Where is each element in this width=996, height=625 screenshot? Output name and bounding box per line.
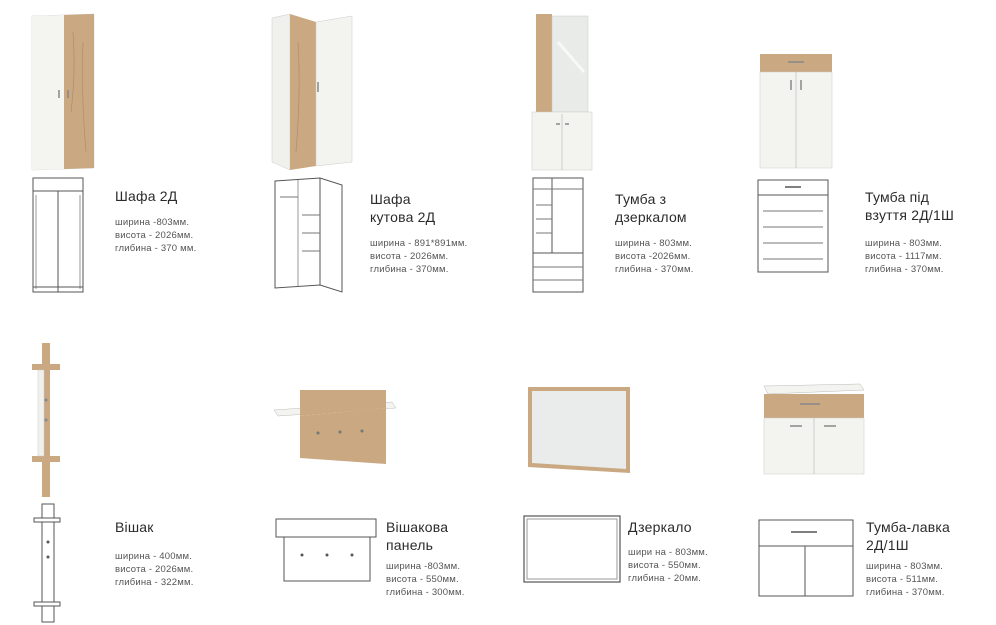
product-title: Шафа кутова 2Д <box>370 191 436 225</box>
product-title: Дзеркало <box>628 519 692 535</box>
product-specs: ширина - 891*891мм. висота - 2026мм. глибина - 370мм. <box>370 238 468 275</box>
bench-cabinet-drawing <box>757 518 857 598</box>
product-specs: ширина - 400мм. висота - 2026мм. глибина - 322мм. <box>115 551 194 588</box>
mirror-cabinet-photo <box>528 12 598 174</box>
product-specs: ширина - 803мм. висота - 511мм. глибина - 370мм. <box>866 561 945 598</box>
product-specs: ширина - 803мм. висота - 1117мм. глибина - 370мм. <box>865 238 944 275</box>
product-title: Шафа 2Д <box>115 188 178 204</box>
bench-cabinet-photo <box>760 380 870 478</box>
product-specs: ширина - 803мм. висота -2026мм. глибина - 370мм. <box>615 238 694 275</box>
product-title: Вішакова панель <box>386 519 449 553</box>
shoe-cabinet-drawing <box>755 175 835 275</box>
product-title: Тумба-лавка 2Д/1Ш <box>866 519 951 553</box>
corner-wardrobe-photo <box>268 12 358 172</box>
hanger-photo <box>28 340 68 500</box>
mirror-drawing <box>522 514 624 586</box>
corner-wardrobe-drawing <box>272 175 347 295</box>
hanger-panel-photo <box>270 388 400 468</box>
product-specs: ширина -803мм. висота - 2026мм. глибина - 370 мм. <box>115 217 197 254</box>
product-title: Тумба з дзеркалом <box>615 191 687 225</box>
hanger-panel-drawing <box>272 515 382 585</box>
product-title: Вішак <box>115 519 154 535</box>
product-specs: ширина -803мм. висота - 550мм. глибина - 300мм. <box>386 561 465 598</box>
shoe-cabinet-photo <box>756 50 836 172</box>
product-title: Тумба під взуття 2Д/1Ш <box>865 189 955 223</box>
wardrobe-2d-drawing <box>30 175 90 295</box>
hanger-drawing <box>30 502 70 624</box>
mirror-photo <box>524 385 634 477</box>
wardrobe-2d-photo <box>28 12 98 172</box>
product-specs: шири на - 803мм. висота - 550мм. глибина - 20мм. <box>628 547 708 584</box>
mirror-cabinet-drawing <box>530 175 590 297</box>
